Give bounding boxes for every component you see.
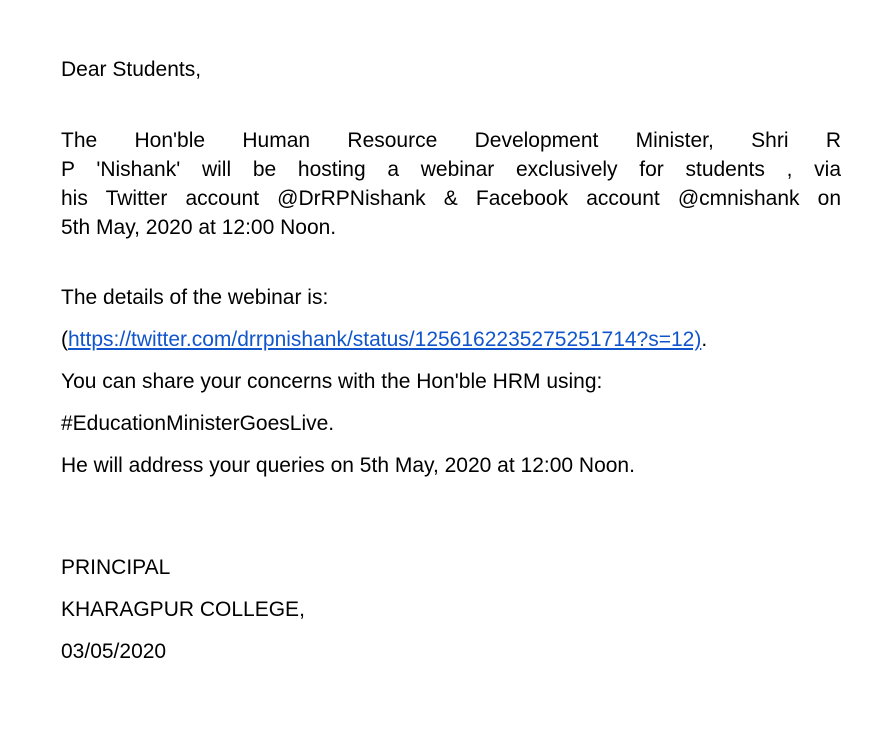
body-line: 5th May, 2020 at 12:00 Noon. <box>61 216 337 239</box>
webinar-link-line <box>61 326 707 354</box>
body-paragraph <box>61 126 841 242</box>
details-intro: The details of the webinar is: <box>61 286 329 309</box>
signature-institution: KHARAGPUR COLLEGE, <box>61 598 305 621</box>
link-period: . <box>701 328 708 351</box>
link-open-paren: ( <box>61 328 68 351</box>
signature-title: PRINCIPAL <box>61 556 171 579</box>
signature-date: 03/05/2020 <box>61 640 167 663</box>
webinar-link[interactable]: https://twitter.com/drrpnishank/status/1256162235275251714?s=12) <box>68 328 702 351</box>
salutation: Dear Students, <box>61 58 202 81</box>
address-text: He will address your queries on 5th May, 2020 at 12:00 Noon. <box>61 454 635 477</box>
body-line: P 'Nishank' will be hosting a webinar exclusively for students , via <box>61 158 841 181</box>
share-text: You can share your concerns with the Hon'ble HRM using: <box>61 370 603 393</box>
hashtag: #EducationMinisterGoesLive. <box>61 412 335 435</box>
body-line: The Hon'ble Human Resource Development Minister, Shri R <box>61 129 841 152</box>
body-line: his Twitter account @DrRPNishank & Facebook account @cmnishank on <box>61 187 841 210</box>
